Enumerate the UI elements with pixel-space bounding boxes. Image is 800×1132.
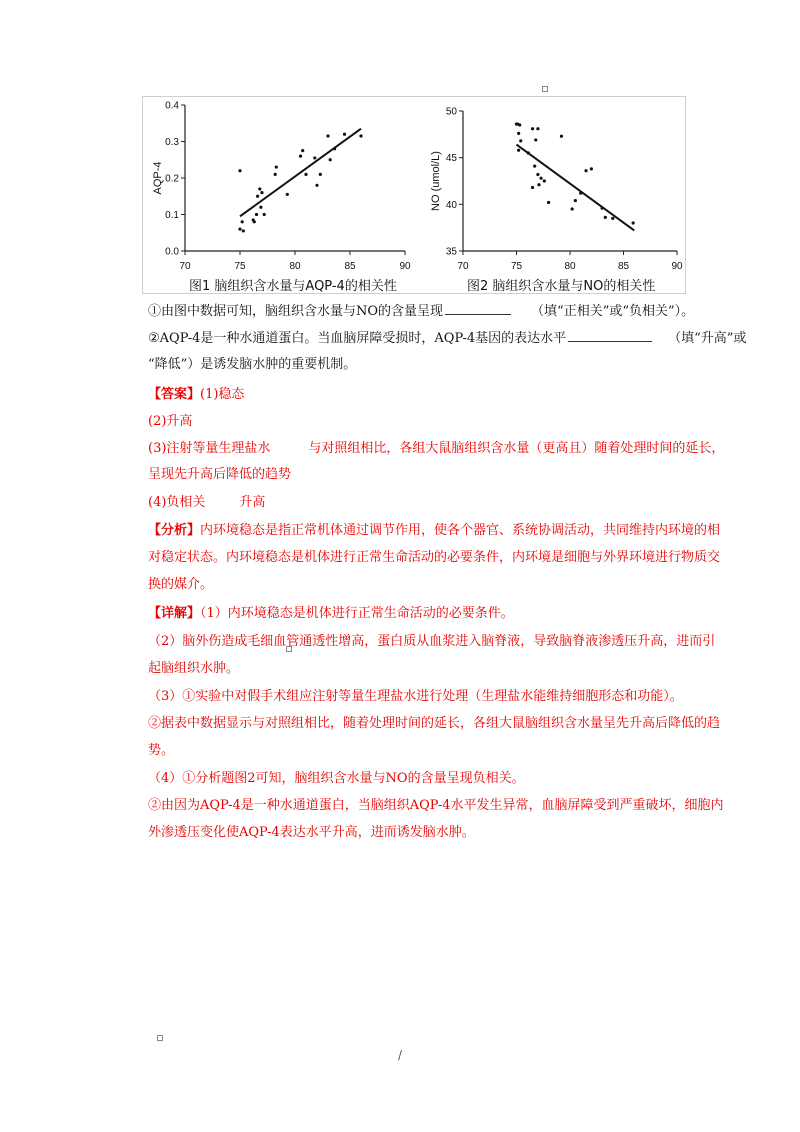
detail-line-1 bbox=[148, 601, 748, 627]
question-2-cont: “降低”）是诱发脑水肿的重要机制。 bbox=[148, 357, 357, 372]
chart1-data-point bbox=[260, 191, 263, 194]
chart1-y-tick-label: 0.2 bbox=[165, 173, 179, 185]
chart1-data-point bbox=[343, 133, 346, 136]
detail-4-line-1: （4）①分析题图2可知，脑组织含水量与NO的含量呈现负相关。 bbox=[148, 771, 525, 786]
chart2-data-point bbox=[604, 216, 607, 219]
chart1-data-point bbox=[253, 220, 256, 223]
chart1-x-tick-label: 85 bbox=[344, 261, 356, 272]
chart1-data-point bbox=[258, 187, 261, 190]
detail-2-line-2: 起脑组织水肿。 bbox=[148, 661, 240, 676]
chart2-y-tick-label: 50 bbox=[445, 106, 457, 118]
chart2-y-tick-label: 45 bbox=[445, 153, 457, 165]
chart2-data-point bbox=[536, 127, 539, 130]
chart1-data-point bbox=[304, 173, 307, 176]
answer-1: (1)稳态 bbox=[200, 387, 245, 402]
chart2-data-point bbox=[560, 135, 563, 138]
answer-4-part2: 升高 bbox=[239, 495, 266, 510]
detail-text-1: （1）内环境稳态是机体进行正常生命活动的必要条件。 bbox=[200, 606, 514, 621]
chart1-data-point bbox=[256, 195, 259, 198]
chart2-caption: 图2 脑组织含水量与NO的相关性 bbox=[467, 279, 656, 294]
chart2-data-point bbox=[547, 201, 550, 204]
chart2-data-point bbox=[517, 132, 520, 135]
chart2-data-point bbox=[584, 169, 587, 172]
q2-text: ②AQP-4是一种水通道蛋白。当血脑屏障受损时，AQP-4基因的表达水平 bbox=[148, 331, 567, 346]
chart2-x-tick-label: 75 bbox=[510, 261, 523, 272]
chart1-data-point bbox=[238, 228, 241, 231]
chart2-data-point bbox=[571, 207, 574, 210]
chart1-y-tick-label: 0.4 bbox=[165, 100, 179, 112]
chart2-fit-line bbox=[517, 145, 635, 231]
chart1-fit-line bbox=[240, 129, 361, 217]
chart2-data-point bbox=[540, 177, 543, 180]
chart1-data-point bbox=[259, 206, 262, 209]
detail-3-line-3: 势。 bbox=[148, 743, 175, 758]
chart2-x-tick-label: 90 bbox=[671, 261, 683, 272]
chart1-data-point bbox=[286, 193, 289, 196]
answer-3-part1: (3)注射等量生理盐水 bbox=[148, 441, 271, 456]
chart1-x-tick-label: 80 bbox=[289, 261, 301, 272]
chart2-data-point bbox=[518, 123, 521, 126]
chart2-data-point bbox=[531, 127, 534, 130]
chart1-data-point bbox=[274, 173, 277, 176]
detail-3-line-2: ②据表中数据显示与对照组相比，随着处理时间的延长，各组大鼠脑组织含水量呈先升高后降低的趋 bbox=[148, 716, 721, 731]
q1-hint: （填“正相关”或“负相关”）。 bbox=[531, 304, 695, 319]
chart1-data-point bbox=[315, 184, 318, 187]
q1-blank bbox=[445, 314, 511, 315]
chart1-data-point bbox=[275, 165, 278, 168]
answer-3-cont: 呈现先升高后降低的趋势 bbox=[148, 467, 292, 482]
chart2-data-point bbox=[536, 173, 539, 176]
page-number: / bbox=[398, 1048, 403, 1062]
chart2-data-point bbox=[519, 139, 522, 142]
chart1-x-tick-label: 70 bbox=[179, 261, 191, 272]
chart2-y-tick-label: 35 bbox=[445, 246, 457, 258]
answer-4-part1: (4)负相关 bbox=[148, 495, 206, 510]
question-2 bbox=[148, 326, 748, 352]
chart1-data-point bbox=[242, 229, 245, 232]
anchor-mark-bottom bbox=[157, 1035, 163, 1041]
chart1-x-tick-label: 75 bbox=[234, 261, 246, 272]
chart1-x-tick-label: 90 bbox=[399, 261, 411, 272]
chart2-data-point bbox=[632, 221, 635, 224]
detail-2-line-1: （2）脑外伤造成毛细血管通透性增高，蛋白质从血浆进入脑脊液，导致脑脊液渗透压升高，进而引 bbox=[148, 634, 716, 649]
chart2-x-tick-label: 80 bbox=[564, 261, 576, 272]
analysis-line-2: 对稳定状态。内环境稳态是机体进行正常生命活动的必要条件，内环境是细胞与外界环境进行物质交 bbox=[148, 550, 721, 565]
detail-label: 【详解】 bbox=[148, 606, 201, 621]
analysis-line-1 bbox=[148, 518, 748, 544]
q2-hint: （填“升高”或 bbox=[668, 331, 747, 346]
chart1-data-point bbox=[241, 220, 244, 223]
chart2-data-point bbox=[574, 199, 577, 202]
chart1-y-tick-label: 0.1 bbox=[165, 210, 179, 221]
chart2-x-tick-label: 85 bbox=[617, 261, 630, 272]
analysis-line-3: 换的媒介。 bbox=[148, 577, 214, 592]
analysis-text-1: 内环境稳态是指正常机体通过调节作用，使各个器官、系统协调活动，共同维持内环境的相 bbox=[200, 523, 721, 538]
chart1-data-point bbox=[255, 213, 258, 216]
chart1-data-point bbox=[319, 173, 322, 176]
figure-panel bbox=[142, 96, 686, 294]
chart1-caption: 图1 脑组织含水量与AQP-4的相关性 bbox=[189, 279, 397, 294]
chart1-data-point bbox=[263, 213, 266, 216]
analysis-label: 【分析】 bbox=[148, 523, 201, 538]
answer-3-part2: 与对照组相比，各组大鼠脑组织含水量（更高且）随着处理时间的延长， bbox=[308, 441, 725, 456]
chart2-data-point bbox=[537, 183, 540, 186]
answer-3 bbox=[148, 436, 748, 462]
chart2-y-axis-label: NO (umol/L) bbox=[430, 151, 442, 211]
chart1-y-tick-label: 0.0 bbox=[165, 246, 179, 258]
chart1-data-point bbox=[301, 149, 304, 152]
chart2-data-point bbox=[543, 179, 546, 182]
chart1-data-point bbox=[299, 155, 302, 158]
detail-4-line-2: ②由因为AQP-4是一种水通道蛋白，当脑组织AQP-4水平发生异常，血脑屏障受到严重破坏，细胞内 bbox=[148, 798, 724, 813]
anchor-mark-top bbox=[542, 86, 548, 92]
chart1-y-tick-label: 0.3 bbox=[165, 137, 179, 148]
chart1-data-point bbox=[359, 134, 362, 137]
answer-label: 【答案】 bbox=[148, 387, 201, 402]
answer-4 bbox=[148, 490, 748, 516]
chart1-data-point bbox=[238, 169, 241, 172]
chart2-x-tick-label: 70 bbox=[457, 261, 469, 272]
answer-line-1 bbox=[148, 382, 748, 408]
chart2-data-point bbox=[517, 149, 520, 152]
question-1 bbox=[148, 299, 748, 325]
q2-blank bbox=[568, 341, 652, 342]
chart2-data-point bbox=[533, 164, 536, 167]
detail-4-line-3: 外渗透压变化使AQP-4表达水平升高，进而诱发脑水肿。 bbox=[148, 825, 475, 840]
chart1-y-axis-label: AQP-4 bbox=[152, 161, 164, 195]
q1-text: ①由图中数据可知，脑组织含水量与NO的含量呈现 bbox=[148, 304, 444, 319]
detail-3-line-1: （3）①实验中对假手术组应注射等量生理盐水进行处理（生理盐水能维持细胞形态和功能）。 bbox=[148, 689, 683, 704]
chart2-data-point bbox=[611, 217, 614, 220]
chart2-data-point bbox=[590, 167, 593, 170]
chart1-data-point bbox=[313, 156, 316, 159]
chart2-y-tick-label: 40 bbox=[445, 199, 457, 211]
chart1-data-point bbox=[326, 134, 329, 137]
answer-2: (2)升高 bbox=[148, 414, 193, 429]
scatter-charts-svg bbox=[143, 97, 685, 293]
chart2-data-point bbox=[531, 186, 534, 189]
chart2-data-point bbox=[534, 138, 537, 141]
chart1-data-point bbox=[329, 158, 332, 161]
